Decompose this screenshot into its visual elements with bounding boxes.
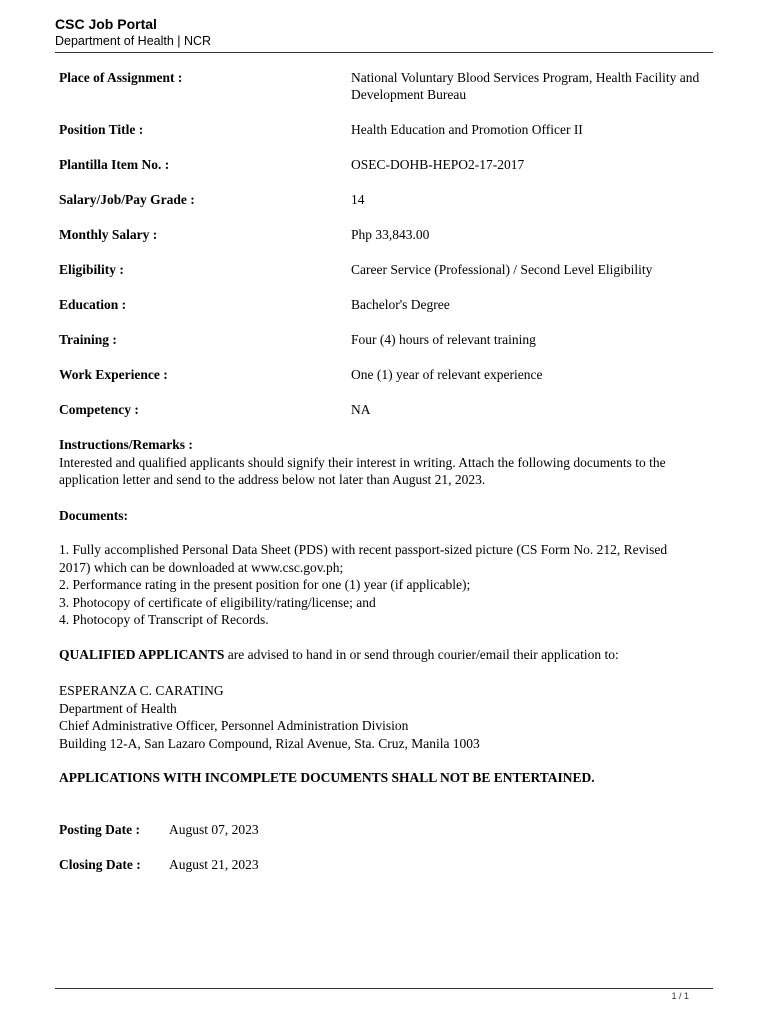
qualified-applicants-text: are advised to hand in or send through courier/email their application to: bbox=[224, 647, 619, 662]
closing-date-value: August 21, 2023 bbox=[169, 857, 259, 872]
instructions-section bbox=[59, 436, 699, 489]
detail-value: One (1) year of relevant experience bbox=[351, 367, 543, 382]
detail-label: Salary/Job/Pay Grade : bbox=[59, 192, 195, 207]
address-department: Department of Health bbox=[59, 700, 177, 716]
detail-label: Monthly Salary : bbox=[59, 227, 158, 242]
instructions-heading: Instructions/Remarks : bbox=[59, 437, 193, 452]
posting-date-value: August 07, 2023 bbox=[169, 822, 259, 837]
list-item: 1. Fully accomplished Personal Data Sheet (PDS) with recent passport-sized picture (CS Form No. 212, Revised 2017) which can be downloaded at www.csc.gov.ph; bbox=[59, 542, 668, 575]
instructions-text: Interested and qualified applicants should signify their interest in writing. Attach the following documents to the application letter and send to the address below not later than August 21, 2023. bbox=[59, 454, 666, 487]
address-position: Chief Administrative Officer, Personnel Administration Division bbox=[59, 718, 409, 733]
detail-label: Plantilla Item No. : bbox=[59, 157, 170, 172]
documents-heading bbox=[59, 507, 699, 525]
documents-heading-text: Documents: bbox=[59, 508, 128, 523]
footer-divider bbox=[55, 988, 713, 989]
posting-date-label: Posting Date : bbox=[59, 822, 140, 837]
list-item: 4. Photocopy of Transcript of Records. bbox=[59, 612, 269, 627]
detail-value: Four (4) hours of relevant training bbox=[351, 332, 536, 347]
detail-label: Competency : bbox=[59, 402, 139, 417]
detail-label: Training : bbox=[59, 332, 117, 347]
incomplete-documents-warning: APPLICATIONS WITH INCOMPLETE DOCUMENTS SHALL NOT BE ENTERTAINED. bbox=[59, 770, 595, 785]
detail-label: Eligibility : bbox=[59, 262, 124, 277]
list-item: 3. Photocopy of certificate of eligibility/rating/license; and bbox=[59, 594, 376, 610]
portal-subtitle: Department of Health | NCR bbox=[55, 34, 212, 48]
detail-value: Health Education and Promotion Officer II bbox=[351, 122, 583, 137]
qualified-applicants-bold: QUALIFIED APPLICANTS bbox=[59, 647, 225, 662]
detail-value: OSEC-DOHB-HEPO2-17-2017 bbox=[351, 157, 525, 172]
document-header bbox=[55, 15, 713, 49]
detail-value: NA bbox=[351, 402, 371, 417]
detail-value: Php 33,843.00 bbox=[351, 227, 430, 242]
qualified-applicants-note bbox=[59, 646, 699, 664]
address-block bbox=[59, 682, 699, 752]
detail-value: National Voluntary Blood Services Program, Health Facility and Development Bureau bbox=[351, 70, 700, 102]
header-divider bbox=[55, 52, 713, 53]
detail-label: Position Title : bbox=[59, 122, 144, 137]
detail-label: Work Experience : bbox=[59, 367, 168, 382]
address-location: Building 12-A, San Lazaro Compound, Rizal Avenue, Sta. Cruz, Manila 1003 bbox=[59, 735, 480, 751]
documents-list bbox=[59, 541, 699, 629]
closing-date-label: Closing Date : bbox=[59, 857, 141, 872]
detail-value: 14 bbox=[351, 192, 365, 207]
detail-value: Bachelor's Degree bbox=[351, 297, 450, 312]
list-item: 2. Performance rating in the present position for one (1) year (if applicable); bbox=[59, 577, 471, 592]
page-number: 1 / 1 bbox=[671, 991, 689, 1001]
detail-label: Education : bbox=[59, 297, 127, 312]
detail-label: Place of Assignment : bbox=[59, 70, 183, 85]
detail-value: Career Service (Professional) / Second Level Eligibility bbox=[351, 262, 653, 277]
address-name: ESPERANZA C. CARATING bbox=[59, 683, 224, 698]
portal-title: CSC Job Portal bbox=[55, 16, 157, 32]
